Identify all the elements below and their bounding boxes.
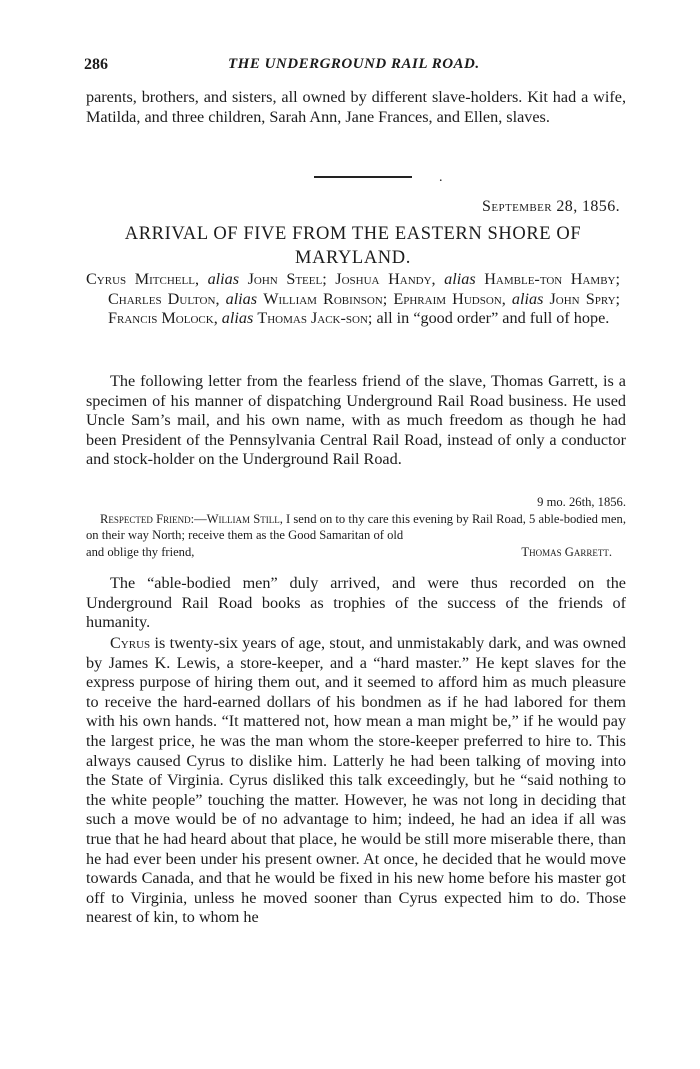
letter-signature: Thomas Garrett.: [521, 544, 612, 559]
divider-dot: .: [439, 170, 443, 185]
fugitive-name: Ephraim Hudson: [393, 289, 502, 308]
letter-date: 9 mo. 26th, 1856.: [537, 495, 626, 509]
intro-paragraph-block: [86, 372, 626, 470]
fugitive-alias: William Robinson: [263, 289, 383, 308]
section-date: September 28, 1856.: [482, 198, 620, 215]
page-number: 286: [84, 56, 108, 73]
cyrus-paragraph: [86, 634, 626, 928]
alias-word: alias: [207, 270, 240, 288]
letter-closing-line: [86, 544, 626, 561]
fugitive-alias: Hamble-ton Hamby: [484, 270, 616, 288]
names-tail: ; all in “good order” and full of hope.: [367, 309, 610, 328]
recorded-paragraph-block: [86, 574, 626, 633]
opening-paragraph-block: [86, 88, 626, 127]
alias-word: alias: [221, 309, 254, 328]
section-title-line-1: ARRIVAL OF FIVE FROM THE EASTERN SHORE OF: [124, 224, 582, 244]
fugitive-name: Joshua Handy: [335, 270, 432, 288]
cyrus-paragraph-block: [86, 634, 626, 928]
letter-closing: and oblige thy friend,: [86, 544, 195, 559]
alias-word: alias: [225, 289, 258, 308]
fugitive-name: Cyrus Mitchell: [86, 270, 195, 288]
recorded-paragraph: The “able-bodied men” duly arrived, and were thus recorded on the Underground Rail Road books as trophies of the success of the friends of humanity.: [86, 574, 626, 632]
alias-word: alias: [444, 270, 476, 288]
fugitive-alias: Thomas Jack-son: [257, 309, 368, 328]
alias-word: alias: [511, 289, 544, 308]
fugitive-names-list: Cyrus Mitchell, alias John Steel; Joshua Handy, alias Hamble-ton Hamby; Charles Dulton, alias William Robinson; Ephraim Hudson, alias John Spry; Francis Molock, alias Thomas Jack-son; all in “good order” and full of hope.: [86, 270, 621, 328]
fugitive-name: Francis Molock: [108, 309, 214, 328]
letter-body: , I send on to thy care this evening by Rail Road, 5 able-bodied men, on their way North; receive them as the Good Samaritan of old: [86, 511, 626, 542]
garrett-letter: [86, 494, 626, 560]
section-divider: [314, 176, 412, 178]
section-title-line-2: MARYLAND.: [295, 248, 411, 268]
letter-salutation: Respected Friend: [100, 511, 191, 526]
cyrus-paragraph-text: is twenty-six years of age, stout, and unmistakably dark, and was owned by James K. Lewis, a store-keeper, and a “hard master.” He kept slaves for the express purpose of hiring them out, and it seemed to afford him as much pleasure to receive the hard-earned dollars of his bondmen as if he had labored for them with his own hands. “It mattered not, how mean a man might be,” if he would pay the largest price, he was the man whom the store-keeper preferred to hire to. This always caused Cyrus to dislike him. Latterly he had been talking of moving into the State of Virginia. Cyrus disliked this talk exceedingly, but he “said nothing to the white people” touching the matter. However, he was not long in deciding that such a move would be of no advantage to him; indeed, he had an idea if all was true that he had heard about that place, he would be still more miserable there, than he had ever been under his present owner. At once, he decided that he would move towards Canada, and that he would be fixed in his new home before his master got off to Virginia, unless he moved sooner than Cyrus expected him to do. Those nearest of kin, to whom he: [86, 634, 626, 927]
intro-paragraph: The following letter from the fearless friend of the slave, Thomas Garrett, is a specimen of his manner of dispatching Underground Rail Road business. He used Uncle Sam’s mail, and his own name, with as much freedom as though he had been President of the Pennsylvania Central Rail Road, instead of only a conductor and stock-holder on the Underground Rail Road.: [86, 372, 626, 469]
letter-recipient: William Still: [206, 511, 280, 526]
fugitive-alias: John Steel: [247, 270, 323, 288]
running-title: THE UNDERGROUND RAIL ROAD.: [228, 56, 480, 72]
fugitive-alias: John Spry: [549, 289, 616, 308]
fugitive-name: Charles Dulton: [108, 289, 216, 308]
letter-body-block: Respected Friend:—William Still, I send on to thy care this evening by Rail Road, 5 able-bodied men, on their way North; receive them as the Good Samaritan of old: [86, 511, 626, 542]
opening-paragraph: parents, brothers, and sisters, all owned by different slave-holders. Kit had a wife, Matilda, and three children, Sarah Ann, Jane Frances, and Ellen, slaves.: [86, 88, 626, 126]
cyrus-name: Cyrus: [110, 634, 151, 652]
section-title: [86, 222, 620, 270]
